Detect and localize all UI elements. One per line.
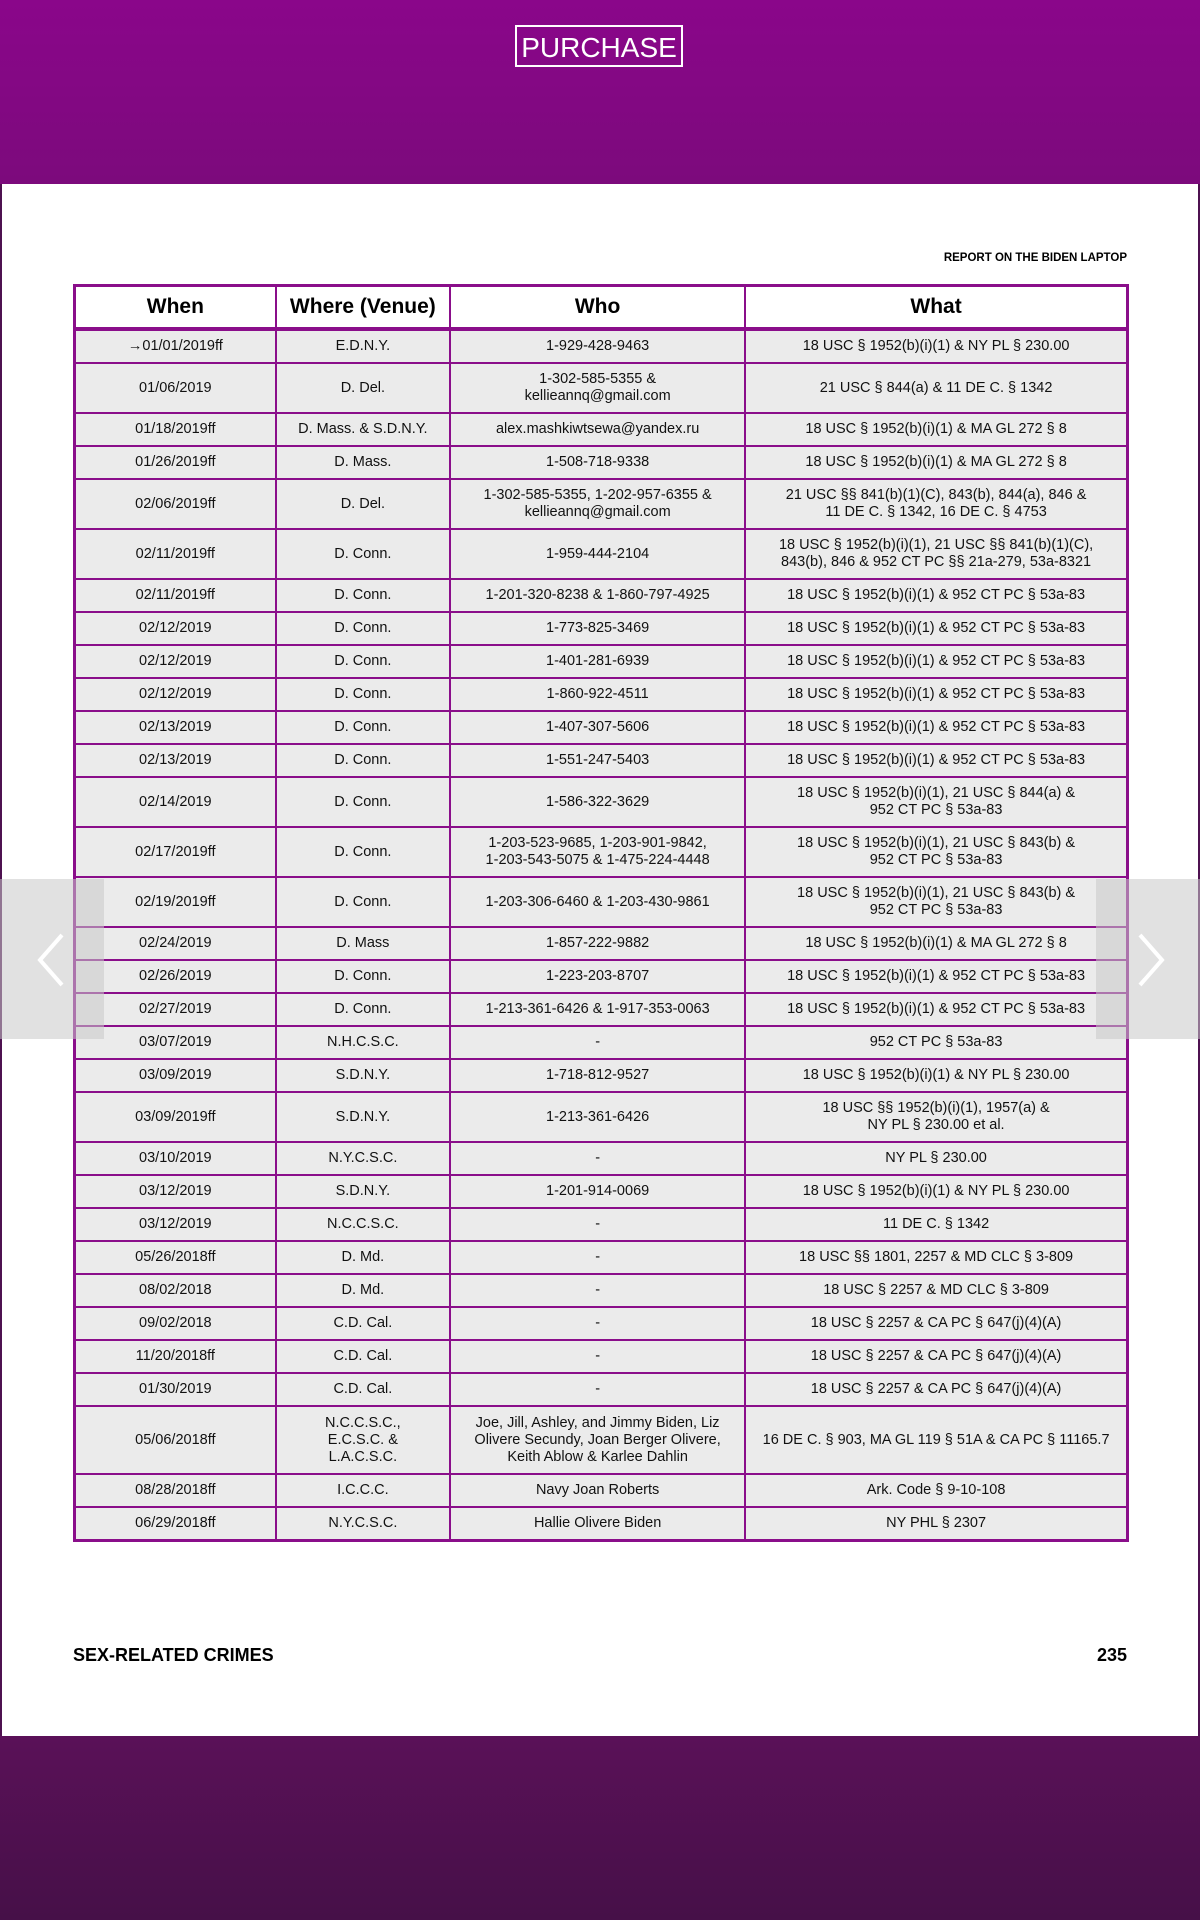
- cell-what: 18 USC §§ 1801, 2257 & MD CLC § 3-809: [745, 1241, 1127, 1274]
- cell-when: 03/09/2019ff: [75, 1092, 276, 1142]
- cell-who: -: [450, 1026, 745, 1059]
- cell-who: Hallie Olivere Biden: [450, 1507, 745, 1541]
- cell-where: D. Conn.: [276, 579, 450, 612]
- cell-where: D. Conn.: [276, 877, 450, 927]
- cell-where: I.C.C.C.: [276, 1474, 450, 1507]
- chevron-right-icon: [1136, 933, 1166, 987]
- cell-what: 18 USC § 1952(b)(i)(1) & NY PL § 230.00: [745, 329, 1127, 363]
- cell-what: 11 DE C. § 1342: [745, 1208, 1127, 1241]
- cell-where: D. Del.: [276, 479, 450, 529]
- table-row: [75, 1092, 1128, 1142]
- cell-what: 21 USC § 844(a) & 11 DE C. § 1342: [745, 363, 1127, 413]
- cell-when: 02/24/2019: [75, 927, 276, 960]
- cell-who: 1-773-825-3469: [450, 612, 745, 645]
- table-row: [75, 479, 1128, 529]
- cell-where: D. Md.: [276, 1241, 450, 1274]
- cell-where: D. Conn.: [276, 711, 450, 744]
- cell-when: 09/02/2018: [75, 1307, 276, 1340]
- table-row: [75, 413, 1128, 446]
- document-page: [2, 184, 1198, 1736]
- cell-what: NY PHL § 2307: [745, 1507, 1127, 1541]
- cell-what: 18 USC § 2257 & CA PC § 647(j)(4)(A): [745, 1307, 1127, 1340]
- cell-when: 02/27/2019: [75, 993, 276, 1026]
- cell-when: 03/10/2019: [75, 1142, 276, 1175]
- cell-who: 1-401-281-6939: [450, 645, 745, 678]
- cell-where: C.D. Cal.: [276, 1340, 450, 1373]
- cell-when: →01/01/2019ff: [75, 329, 276, 363]
- table-row: [75, 927, 1128, 960]
- bottom-banner: [0, 1736, 1200, 1920]
- cell-when: 02/06/2019ff: [75, 479, 276, 529]
- cell-who: 1-508-718-9338: [450, 446, 745, 479]
- cell-what: 18 USC § 1952(b)(i)(1) & 952 CT PC § 53a-83: [745, 678, 1127, 711]
- cell-what: 952 CT PC § 53a-83: [745, 1026, 1127, 1059]
- cell-when: 02/11/2019ff: [75, 579, 276, 612]
- table-row: [75, 579, 1128, 612]
- cell-when: 02/13/2019: [75, 744, 276, 777]
- cell-what: 18 USC § 1952(b)(i)(1), 21 USC § 843(b) & 952 CT PC § 53a-83: [745, 877, 1127, 927]
- cell-when: 02/17/2019ff: [75, 827, 276, 877]
- purchase-button[interactable]: PURCHASE: [515, 25, 683, 67]
- cell-what: NY PL § 230.00: [745, 1142, 1127, 1175]
- table-row: [75, 1241, 1128, 1274]
- cell-when: 03/09/2019: [75, 1059, 276, 1092]
- table-row: [75, 960, 1128, 993]
- footer-title: SEX-RELATED CRIMES: [73, 1645, 274, 1665]
- cell-who: -: [450, 1307, 745, 1340]
- cell-where: D. Del.: [276, 363, 450, 413]
- cell-who: -: [450, 1142, 745, 1175]
- cell-where: N.C.C.S.C.: [276, 1208, 450, 1241]
- table-row: [75, 1274, 1128, 1307]
- cell-who: -: [450, 1373, 745, 1406]
- cell-where: S.D.N.Y.: [276, 1092, 450, 1142]
- cell-when: 01/18/2019ff: [75, 413, 276, 446]
- table-row: [75, 777, 1128, 827]
- cell-what: 18 USC § 1952(b)(i)(1) & NY PL § 230.00: [745, 1175, 1127, 1208]
- table-row: [75, 1340, 1128, 1373]
- table-header-row: [75, 286, 1128, 330]
- cell-when: 05/26/2018ff: [75, 1241, 276, 1274]
- cell-what: 18 USC § 2257 & CA PC § 647(j)(4)(A): [745, 1340, 1127, 1373]
- column-header-when: When: [75, 286, 276, 330]
- cell-who: 1-959-444-2104: [450, 529, 745, 579]
- column-header-who: Who: [450, 286, 745, 330]
- cell-what: 18 USC § 1952(b)(i)(1) & 952 CT PC § 53a-83: [745, 960, 1127, 993]
- table-row: [75, 827, 1128, 877]
- column-header-what: What: [745, 286, 1127, 330]
- cell-where: D. Conn.: [276, 827, 450, 877]
- cell-when: 06/29/2018ff: [75, 1507, 276, 1541]
- table-row: [75, 446, 1128, 479]
- cell-what: 16 DE C. § 903, MA GL 119 § 51A & CA PC § 11165.7: [745, 1406, 1127, 1474]
- cell-who: 1-302-585-5355, 1-202-957-6355 & kellieannq@gmail.com: [450, 479, 745, 529]
- running-head: REPORT ON THE BIDEN LAPTOP: [943, 252, 1127, 264]
- cell-what: 18 USC § 1952(b)(i)(1), 21 USC §§ 841(b)(1)(C), 843(b), 846 & 952 CT PC §§ 21a-279, 53a-8321: [745, 529, 1127, 579]
- cell-who: 1-201-914-0069: [450, 1175, 745, 1208]
- cell-when: 03/12/2019: [75, 1175, 276, 1208]
- cell-what: Ark. Code § 9-10-108: [745, 1474, 1127, 1507]
- table-row: [75, 1406, 1128, 1474]
- table-row: [75, 993, 1128, 1026]
- cell-where: N.C.C.S.C., E.C.S.C. & L.A.C.S.C.: [276, 1406, 450, 1474]
- cell-where: D. Mass.: [276, 446, 450, 479]
- cell-where: D. Conn.: [276, 612, 450, 645]
- cell-what: 18 USC § 1952(b)(i)(1) & MA GL 272 § 8: [745, 413, 1127, 446]
- cell-where: D. Md.: [276, 1274, 450, 1307]
- cell-who: 1-223-203-8707: [450, 960, 745, 993]
- cell-when: 02/14/2019: [75, 777, 276, 827]
- cell-what: 18 USC § 1952(b)(i)(1) & 952 CT PC § 53a-83: [745, 612, 1127, 645]
- cell-where: D. Mass: [276, 927, 450, 960]
- cell-when: 02/12/2019: [75, 645, 276, 678]
- cell-who: 1-586-322-3629: [450, 777, 745, 827]
- table-row: [75, 1474, 1128, 1507]
- cell-where: C.D. Cal.: [276, 1373, 450, 1406]
- cell-where: E.D.N.Y.: [276, 329, 450, 363]
- table-row: [75, 329, 1128, 363]
- table-row: [75, 529, 1128, 579]
- cell-who: 1-718-812-9527: [450, 1059, 745, 1092]
- top-banner: [0, 0, 1200, 184]
- cell-where: D. Conn.: [276, 993, 450, 1026]
- cell-who: -: [450, 1208, 745, 1241]
- cell-when: 01/26/2019ff: [75, 446, 276, 479]
- cell-where: D. Conn.: [276, 645, 450, 678]
- cell-who: 1-213-361-6426: [450, 1092, 745, 1142]
- column-header-where: Where (Venue): [276, 286, 450, 330]
- cell-who: -: [450, 1274, 745, 1307]
- table-row: [75, 1142, 1128, 1175]
- cell-where: C.D. Cal.: [276, 1307, 450, 1340]
- cell-where: D. Conn.: [276, 777, 450, 827]
- cell-what: 18 USC § 1952(b)(i)(1) & 952 CT PC § 53a-83: [745, 744, 1127, 777]
- cell-who: Navy Joan Roberts: [450, 1474, 745, 1507]
- cell-where: S.D.N.Y.: [276, 1175, 450, 1208]
- cell-what: 18 USC § 2257 & CA PC § 647(j)(4)(A): [745, 1373, 1127, 1406]
- cell-who: 1-302-585-5355 & kellieannq@gmail.com: [450, 363, 745, 413]
- chevron-left-icon: [36, 933, 66, 987]
- cell-what: 21 USC §§ 841(b)(1)(C), 843(b), 844(a), 846 & 11 DE C. § 1342, 16 DE C. § 4753: [745, 479, 1127, 529]
- cell-what: 18 USC § 1952(b)(i)(1) & 952 CT PC § 53a-83: [745, 711, 1127, 744]
- cell-when: 08/28/2018ff: [75, 1474, 276, 1507]
- cell-who: 1-551-247-5403: [450, 744, 745, 777]
- table-row: [75, 678, 1128, 711]
- cell-what: 18 USC § 1952(b)(i)(1) & NY PL § 230.00: [745, 1059, 1127, 1092]
- cell-what: 18 USC § 2257 & MD CLC § 3-809: [745, 1274, 1127, 1307]
- cell-when: 02/13/2019: [75, 711, 276, 744]
- cell-when: 02/11/2019ff: [75, 529, 276, 579]
- cell-who: 1-213-361-6426 & 1-917-353-0063: [450, 993, 745, 1026]
- table-row: [75, 363, 1128, 413]
- cell-where: S.D.N.Y.: [276, 1059, 450, 1092]
- table-row: [75, 877, 1128, 927]
- cell-who: 1-201-320-8238 & 1-860-797-4925: [450, 579, 745, 612]
- cell-what: 18 USC § 1952(b)(i)(1), 21 USC § 844(a) & 952 CT PC § 53a-83: [745, 777, 1127, 827]
- cell-who: 1-407-307-5606: [450, 711, 745, 744]
- cell-when: 02/26/2019: [75, 960, 276, 993]
- table-row: [75, 1507, 1128, 1541]
- page-number: 235: [1096, 1645, 1127, 1665]
- cell-where: D. Mass. & S.D.N.Y.: [276, 413, 450, 446]
- cell-when: 08/02/2018: [75, 1274, 276, 1307]
- cell-who: alex.mashkiwtsewa@yandex.ru: [450, 413, 745, 446]
- cell-where: N.H.C.S.C.: [276, 1026, 450, 1059]
- cell-who: Joe, Jill, Ashley, and Jimmy Biden, Liz Olivere Secundy, Joan Berger Olivere, Keith Ablow & Karlee Dahlin: [450, 1406, 745, 1474]
- cell-what: 18 USC § 1952(b)(i)(1) & MA GL 272 § 8: [745, 446, 1127, 479]
- table-row: [75, 645, 1128, 678]
- cell-where: D. Conn.: [276, 678, 450, 711]
- cell-where: N.Y.C.S.C.: [276, 1142, 450, 1175]
- cell-who: 1-860-922-4511: [450, 678, 745, 711]
- cell-when: 11/20/2018ff: [75, 1340, 276, 1373]
- cell-what: 18 USC § 1952(b)(i)(1) & 952 CT PC § 53a-83: [745, 579, 1127, 612]
- previous-page-button[interactable]: [0, 879, 104, 1039]
- cell-what: 18 USC § 1952(b)(i)(1) & MA GL 272 § 8: [745, 927, 1127, 960]
- cell-where: N.Y.C.S.C.: [276, 1507, 450, 1541]
- cell-what: 18 USC § 1952(b)(i)(1), 21 USC § 843(b) & 952 CT PC § 53a-83: [745, 827, 1127, 877]
- cell-who: 1-203-523-9685, 1-203-901-9842, 1-203-543-5075 & 1-475-224-4448: [450, 827, 745, 877]
- cell-what: 18 USC § 1952(b)(i)(1) & 952 CT PC § 53a-83: [745, 993, 1127, 1026]
- cell-who: -: [450, 1340, 745, 1373]
- cell-who: 1-857-222-9882: [450, 927, 745, 960]
- cell-who: 1-929-428-9463: [450, 329, 745, 363]
- cell-when: 03/07/2019: [75, 1026, 276, 1059]
- table-row: [75, 1373, 1128, 1406]
- table-row: [75, 1307, 1128, 1340]
- cell-when: 02/12/2019: [75, 678, 276, 711]
- table-row: [75, 1208, 1128, 1241]
- cell-when: 03/12/2019: [75, 1208, 276, 1241]
- cell-what: 18 USC §§ 1952(b)(i)(1), 1957(a) & NY PL § 230.00 et al.: [745, 1092, 1127, 1142]
- table-row: [75, 744, 1128, 777]
- cell-what: 18 USC § 1952(b)(i)(1) & 952 CT PC § 53a-83: [745, 645, 1127, 678]
- cell-where: D. Conn.: [276, 529, 450, 579]
- cell-who: -: [450, 1241, 745, 1274]
- next-page-button[interactable]: [1096, 879, 1200, 1039]
- table-row: [75, 711, 1128, 744]
- table-row: [75, 612, 1128, 645]
- table-row: [75, 1059, 1128, 1092]
- table-row: [75, 1175, 1128, 1208]
- table-row: [75, 1026, 1128, 1059]
- cell-when: 01/30/2019: [75, 1373, 276, 1406]
- cell-when: 01/06/2019: [75, 363, 276, 413]
- cell-where: D. Conn.: [276, 744, 450, 777]
- cell-who: 1-203-306-6460 & 1-203-430-9861: [450, 877, 745, 927]
- crimes-table: [73, 284, 1129, 1542]
- cell-where: D. Conn.: [276, 960, 450, 993]
- cell-when: 05/06/2018ff: [75, 1406, 276, 1474]
- cell-when: 02/12/2019: [75, 612, 276, 645]
- cell-when: 02/19/2019ff: [75, 877, 276, 927]
